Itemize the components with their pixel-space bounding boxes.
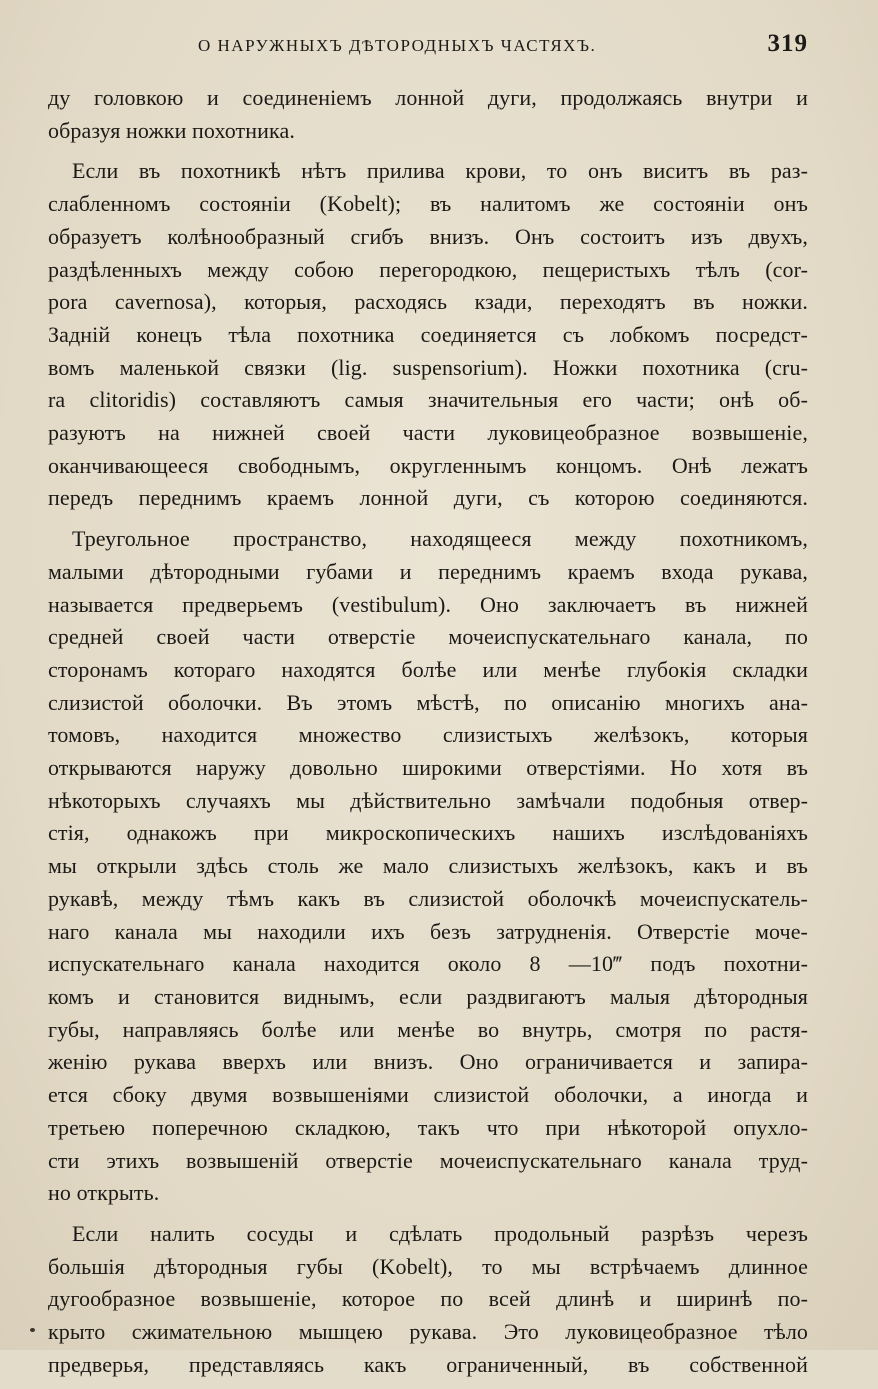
ink-speck	[30, 1328, 35, 1332]
page-header	[48, 30, 808, 66]
text-line: ется сбоку двумя возвышенiями слизистой оболочки, а иногда и	[48, 1082, 808, 1108]
text-line: губы, направляясь болѣе или менѣе во внутрь, смотря по растя-	[48, 1016, 808, 1042]
text-line: ду головкою и соединенiемъ лонной дуги, продолжаясь внутри и	[48, 85, 808, 110]
text-line: нѣкоторыхъ случаяхъ мы дѣйствительно замѣчали подобныя отвер-	[48, 787, 808, 813]
text-line: образуетъ колѣнообразный сгибъ внизъ. Онъ состоитъ изъ двухъ,	[48, 223, 808, 249]
paragraph	[48, 1218, 808, 1382]
text-line: стiя, однакожъ при микроскопическихъ нашихъ изслѣдованiяхъ	[48, 820, 808, 846]
text-line: комъ и становится виднымъ, если раздвигаютъ малыя дѣтородныя	[48, 983, 808, 1009]
text-line: Заднiй конецъ тѣла похотника соединяется съ лобкомъ посредст-	[48, 321, 808, 347]
text-line: называется предверьемъ (vestibulum). Оно заключаетъ въ нижней	[48, 591, 808, 617]
text-line: средней своей части отверстiе мочеиспускательнаго канала, по	[48, 624, 808, 650]
text-line: испускательнаго канала находится около 8 —10‴ подъ похотни-	[48, 951, 808, 977]
text-line: сти этихъ возвышенiй отверстiе мочеиспускательнаго канала труд-	[48, 1147, 808, 1173]
text-line: Если въ похотникѣ нѣтъ прилива крови, то онъ виситъ въ раз-	[72, 158, 808, 184]
text-line: разуютъ на нижней своей части луковицеобразное возвышенiе,	[48, 420, 808, 446]
text-line: вомъ маленькой связки (lig. suspensorium). Ножки похотника (cru-	[48, 354, 808, 380]
text-line: малыми дѣтородными губами и переднимъ краемъ входа рукава,	[48, 558, 808, 584]
text-line: слизистой оболочки. Въ этомъ мѣстѣ, по описанiю многихъ ана-	[48, 689, 808, 715]
text-line: предверья, представляясь какъ ограниченный, въ собственной	[48, 1351, 808, 1377]
text-line: наго канала мы находили ихъ безъ затрудненiя. Отверстiе моче-	[48, 918, 808, 944]
text-line: дугообразное возвышенiе, которое по всей длинѣ и ширинѣ по-	[48, 1286, 808, 1312]
text-line: женiю рукава вверхъ или внизъ. Оно ограничивается и запира-	[48, 1049, 808, 1075]
text-line: раздѣленныхъ между собою перегородкою, пещеристыхъ тѣлъ (cor-	[48, 256, 808, 282]
page-number: 319	[767, 30, 808, 57]
text-line: Если налить сосуды и сдѣлать продольный разрѣзъ черезъ	[72, 1220, 808, 1246]
text-line: третьею поперечною складкою, такъ что при нѣкоторой опухло-	[48, 1114, 808, 1140]
text-line: слабленномъ состоянiи (Kobelt); въ налитомъ же состоянiи онъ	[48, 191, 808, 217]
text-line: ra clitoridis) составляютъ самыя значительныя его части; онѣ об-	[48, 387, 808, 413]
paragraph	[48, 155, 808, 515]
text-line: большiя дѣтородныя губы (Kobelt), то мы встрѣчаемъ длинное	[48, 1253, 808, 1279]
text-line: крыто сжимательною мышцею рукава. Это луковицеобразное тѣло	[48, 1319, 808, 1345]
running-title: О НАРУЖНЫХЪ ДѢТОРОДНЫХЪ ЧАСТЯХЪ.	[198, 36, 597, 55]
text-line: рукавѣ, между тѣмъ какъ въ слизистой оболочкѣ мочеиспускатель-	[48, 885, 808, 911]
text-line: передъ переднимъ краемъ лонной дуги, съ которою соединяются.	[48, 485, 808, 511]
body-text	[48, 82, 808, 1389]
text-line: открываются наружу довольно широкими отверстiями. Но хотя въ	[48, 755, 808, 781]
paragraph	[48, 523, 808, 1210]
paragraph	[48, 82, 808, 147]
text-line: образуя ножки похотника.	[48, 117, 295, 143]
text-line: pora cavernosa), которыя, расходясь кзади, переходятъ въ ножки.	[48, 289, 808, 315]
text-line: Треугольное пространство, находящееся между похотникомъ,	[72, 526, 808, 552]
text-line: мы открыли здѣсь столь же мало слизистыхъ желѣзокъ, какъ и въ	[48, 853, 808, 879]
text-line: оканчивающееся свободнымъ, округленнымъ концомъ. Онѣ лежатъ	[48, 452, 808, 478]
text-line: сторонамъ котораго находятся болѣе или менѣе глубокiя складки	[48, 656, 808, 682]
text-line: но открыть.	[48, 1180, 160, 1206]
text-line: томовъ, находится множество слизистыхъ желѣзокъ, которыя	[48, 722, 808, 748]
